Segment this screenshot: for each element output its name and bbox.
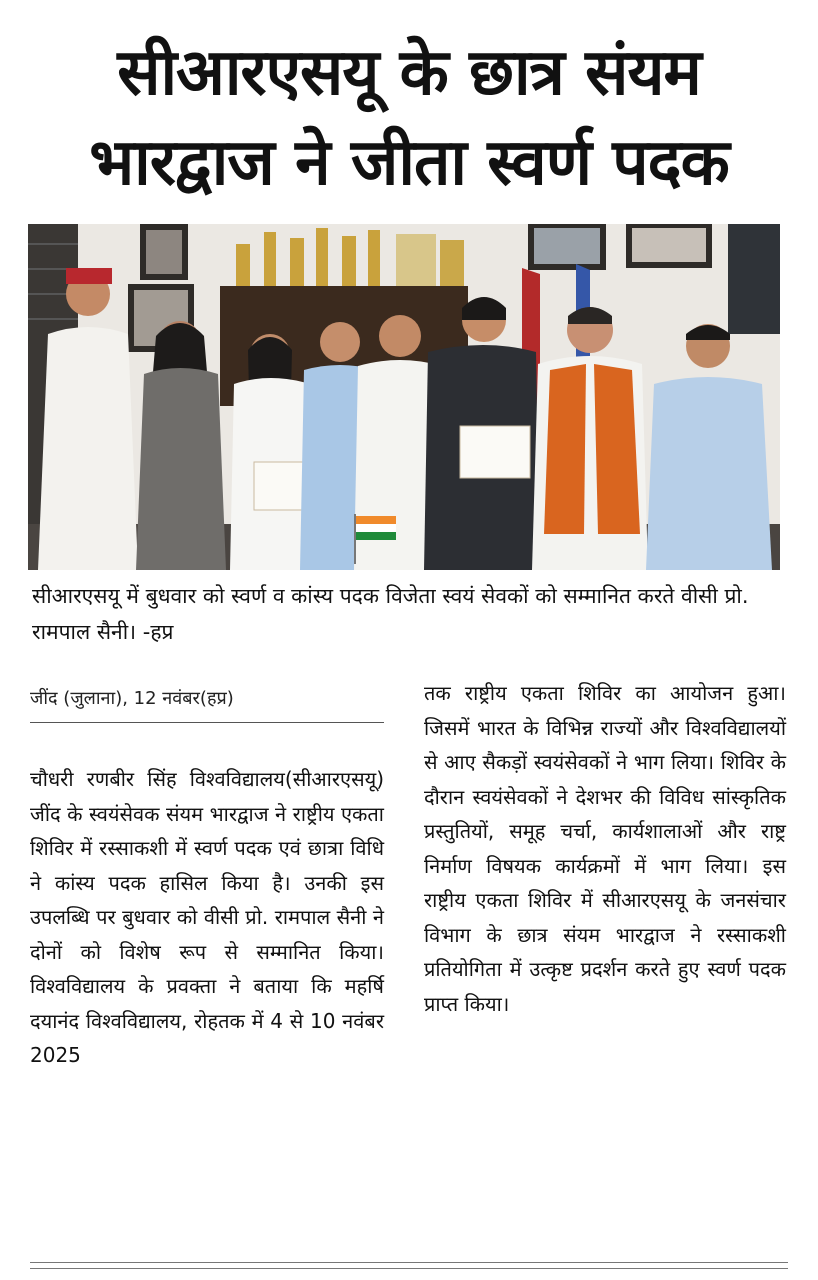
headline-line-2: भारद्वाज ने जीता स्वर्ण पदक <box>89 126 729 200</box>
headline-line-1: सीआरएसयू के छात्र संयम <box>117 36 701 110</box>
photo-caption: सीआरएसयू में बुधवार को स्वर्ण व कांस्य पदक विजेता स्वयं सेवकों को सम्मानित करते वीसी प्रो. रामपाल सैनी। -हप्र <box>32 584 749 644</box>
article-body-right-column: तक राष्ट्रीय एकता शिविर का आयोजन हुआ। जिसमें भारत के विभिन्न राज्यों और विश्वविद्यालयों से आए सैकड़ों स्वयंसेवकों ने भाग लिया। शिविर के दौरान स्वयंसेवकों ने देशभर की विविध सांस्कृतिक प्रस्तुतियों, समूह चर्चा, कार्यशालाओं और राष्ट्र निर्माण विषयक कार्यक्रमों में भाग लिया। इस राष्ट्रीय एकता शिविर में सीआरएसयू के जनसंचार विभाग के छात्र संयम भारद्वाज ने रस्साकशी प्रतियोगिता में उत्कृष्ट प्रदर्शन करते हुए स्वर्ण पदक प्राप्त किया। <box>424 681 786 1016</box>
dateline: जींद (जुलाना), 12 नवंबर(हप्र) <box>30 684 384 723</box>
bottom-rule <box>30 1262 788 1263</box>
article-body-left-column: चौधरी रणबीर सिंह विश्वविद्यालय(सीआरएसयू) जींद के स्वयंसेवक संयम भारद्वाज ने राष्ट्रीय एकता शिविर में रस्साकशी में स्वर्ण पदक एवं छात्रा विधि ने कांस्य पदक हासिल किया है। उनकी इस उपलब्धि पर बुधवार को वीसी प्रो. रामपाल सैनी ने दोनों को विशेष रूप से सम्मानित किया। विश्वविद्यालय के प्रवक्ता ने बताया कि महर्षि दयानंद विश्वविद्यालय, रोहतक में 4 से 10 नवंबर 2025 <box>30 767 384 1067</box>
bottom-rule <box>30 1268 788 1269</box>
news-photo <box>28 224 780 570</box>
